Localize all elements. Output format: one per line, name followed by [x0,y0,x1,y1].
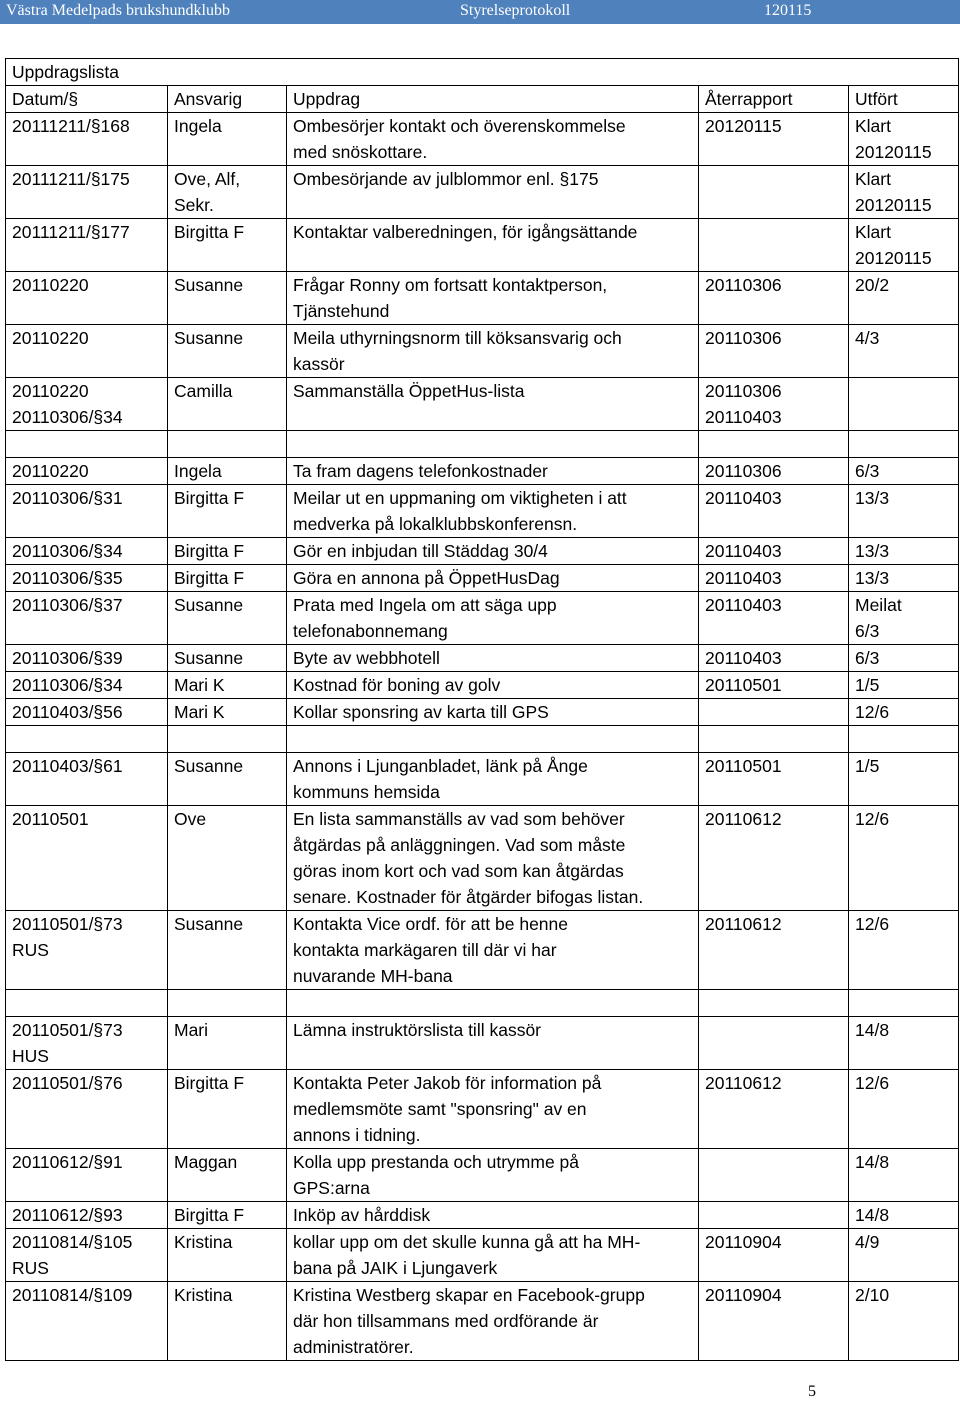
cell-responsible: Susanne [168,911,287,990]
cell-date: 20110501 [6,806,168,911]
table-row [6,431,959,458]
table-row [6,672,959,699]
cell-responsible: Ingela [168,113,287,166]
cell-report-back: 20110403 [699,485,849,538]
cell-task: Sammanställa ÖppetHus-lista [287,378,699,431]
cell-date: 20110220 [6,325,168,378]
cell-date: 20110501/§76 [6,1070,168,1149]
cell-responsible: Birgitta F [168,1202,287,1229]
cell-responsible: Kristina [168,1282,287,1361]
cell-responsible: Birgitta F [168,1070,287,1149]
cell-task: Kontaktar valberedningen, för igångsättande [287,219,699,272]
cell-date: 20110306/§31 [6,485,168,538]
cell-task: Frågar Ronny om fortsatt kontaktperson, Tjänstehund [287,272,699,325]
cell-report-back: 20110904 [699,1282,849,1361]
cell-responsible [168,990,287,1017]
cell-date: 20110814/§109 [6,1282,168,1361]
cell-done: 1/5 [849,672,959,699]
cell-task [287,990,699,1017]
cell-task: Göra en annona på ÖppetHusDag [287,565,699,592]
cell-responsible: Susanne [168,325,287,378]
cell-date: 20111211/§175 [6,166,168,219]
cell-done: 12/6 [849,911,959,990]
cell-report-back: 20110306 [699,458,849,485]
cell-responsible: Mari [168,1017,287,1070]
cell-date [6,431,168,458]
document-header [0,0,960,24]
cell-date: 20110403/§61 [6,753,168,806]
table-row [6,219,959,272]
cell-report-back [699,990,849,1017]
table-row [6,1070,959,1149]
cell-date: 20110501/§73 HUS [6,1017,168,1070]
assignment-list [5,58,958,1361]
cell-responsible: Ove, Alf, Sekr. [168,166,287,219]
cell-responsible: Birgitta F [168,565,287,592]
cell-task: Ta fram dagens telefonkostnader [287,458,699,485]
cell-date: 20110403/§56 [6,699,168,726]
cell-report-back: 20110904 [699,1229,849,1282]
cell-task: Meila uthyrningsnorm till köksansvarig och kassör [287,325,699,378]
cell-task: Byte av webbhotell [287,645,699,672]
cell-done [849,431,959,458]
cell-date [6,726,168,753]
cell-responsible: Susanne [168,645,287,672]
cell-responsible: Birgitta F [168,485,287,538]
cell-responsible: Ingela [168,458,287,485]
cell-date: 20110306/§37 [6,592,168,645]
table-row [6,538,959,565]
cell-date: 20110306/§34 [6,672,168,699]
cell-date [6,990,168,1017]
cell-done: 12/6 [849,1070,959,1149]
cell-done [849,990,959,1017]
cell-done: 6/3 [849,645,959,672]
table-row [6,565,959,592]
table-row [6,272,959,325]
cell-report-back [699,1149,849,1202]
table-row [6,458,959,485]
cell-task: Kolla upp prestanda och utrymme på GPS:arna [287,1149,699,1202]
cell-date: 20110814/§105 RUS [6,1229,168,1282]
table-row [6,1017,959,1070]
cell-done: Klart 20120115 [849,113,959,166]
cell-report-back [699,699,849,726]
cell-report-back: 20110612 [699,1070,849,1149]
cell-task: Kontakta Peter Jakob för information på medlemsmöte samt "sponsring" av en annons i tidning. [287,1070,699,1149]
cell-task: Kollar sponsring av karta till GPS [287,699,699,726]
table-title-row [6,59,959,86]
cell-date: 20110306/§34 [6,538,168,565]
cell-done [849,726,959,753]
table-row [6,485,959,538]
cell-date: 20110612/§93 [6,1202,168,1229]
cell-responsible [168,431,287,458]
cell-task [287,726,699,753]
cell-done: Klart 20120115 [849,219,959,272]
cell-responsible: Mari K [168,672,287,699]
cell-done: 14/8 [849,1202,959,1229]
column-header-done: Utfört [849,86,959,113]
cell-done: Meilat 6/3 [849,592,959,645]
cell-task: Gör en inbjudan till Städdag 30/4 [287,538,699,565]
cell-responsible: Susanne [168,272,287,325]
cell-date: 20111211/§177 [6,219,168,272]
cell-responsible: Camilla [168,378,287,431]
cell-report-back: 20110403 [699,538,849,565]
cell-done: 20/2 [849,272,959,325]
cell-responsible [168,726,287,753]
table-row [6,645,959,672]
cell-responsible: Susanne [168,592,287,645]
column-header-report-back: Återrapport [699,86,849,113]
cell-responsible: Kristina [168,1229,287,1282]
cell-task: kollar upp om det skulle kunna gå att ha MH- bana på JAIK i Ljungaverk [287,1229,699,1282]
cell-report-back: 20110403 [699,565,849,592]
cell-report-back: 20110306 [699,325,849,378]
cell-done: 14/8 [849,1017,959,1070]
cell-task: Meilar ut en uppmaning om viktigheten i att medverka på lokalklubbskonferensn. [287,485,699,538]
cell-done: 13/3 [849,485,959,538]
cell-report-back [699,166,849,219]
cell-task: Ombesörjande av julblommor enl. §175 [287,166,699,219]
cell-date: 20110612/§91 [6,1149,168,1202]
table-title: Uppdragslista [6,59,959,86]
table-row [6,726,959,753]
table-row [6,378,959,431]
cell-report-back: 20110501 [699,753,849,806]
cell-report-back: 20110306 20110403 [699,378,849,431]
cell-report-back [699,1017,849,1070]
cell-date: 20110306/§35 [6,565,168,592]
table-row [6,1282,959,1361]
table-row [6,325,959,378]
cell-task: Kostnad för boning av golv [287,672,699,699]
column-header-responsible: Ansvarig [168,86,287,113]
cell-report-back [699,431,849,458]
table-row [6,1149,959,1202]
cell-task [287,431,699,458]
cell-report-back [699,1202,849,1229]
cell-responsible: Mari K [168,699,287,726]
table-row [6,753,959,806]
cell-done: 6/3 [849,458,959,485]
table-row [6,699,959,726]
cell-responsible: Susanne [168,753,287,806]
cell-done: 1/5 [849,753,959,806]
cell-task: Ombesörjer kontakt och överenskommelse med snöskottare. [287,113,699,166]
cell-date: 20110220 [6,458,168,485]
cell-responsible: Birgitta F [168,538,287,565]
cell-report-back: 20110501 [699,672,849,699]
cell-responsible: Birgitta F [168,219,287,272]
table-row [6,592,959,645]
table-row [6,1202,959,1229]
table-row [6,166,959,219]
cell-report-back: 20110403 [699,592,849,645]
cell-report-back: 20110306 [699,272,849,325]
table-row [6,911,959,990]
cell-task: Inköp av hårddisk [287,1202,699,1229]
cell-done [849,378,959,431]
cell-task: Lämna instruktörslista till kassör [287,1017,699,1070]
cell-date: 20110220 [6,272,168,325]
column-header-task: Uppdrag [287,86,699,113]
cell-responsible: Ove [168,806,287,911]
cell-task: Kristina Westberg skapar en Facebook-grupp där hon tillsammans med ordförande är administratörer. [287,1282,699,1361]
cell-done: 13/3 [849,565,959,592]
page-number: 5 [808,1383,816,1400]
table-row [6,806,959,911]
cell-report-back: 20110612 [699,911,849,990]
cell-done: 12/6 [849,806,959,911]
cell-task: Annons i Ljunganbladet, länk på Ånge kommuns hemsida [287,753,699,806]
cell-date: 20110220 20110306/§34 [6,378,168,431]
table-row [6,990,959,1017]
cell-task: En lista sammanställs av vad som behöver åtgärdas på anläggningen. Vad som måste göras inom kort och vad som kan åtgärdas senare. Kostnader för åtgärder bifogas listan. [287,806,699,911]
cell-report-back [699,726,849,753]
cell-task: Prata med Ingela om att säga upp telefonabonnemang [287,592,699,645]
cell-done: Klart 20120115 [849,166,959,219]
header-document-type: Styrelseprotokoll [460,2,571,19]
assignment-table [5,58,959,1361]
cell-date: 20110501/§73 RUS [6,911,168,990]
table-header-row [6,86,959,113]
cell-report-back: 20110612 [699,806,849,911]
cell-date: 20111211/§168 [6,113,168,166]
header-date: 120115 [764,2,812,19]
cell-report-back [699,219,849,272]
column-header-date: Datum/§ [6,86,168,113]
cell-responsible: Maggan [168,1149,287,1202]
cell-done: 12/6 [849,699,959,726]
cell-report-back: 20120115 [699,113,849,166]
cell-done: 4/3 [849,325,959,378]
cell-task: Kontakta Vice ordf. för att be henne kontakta markägaren till där vi har nuvarande MH-bana [287,911,699,990]
cell-done: 13/3 [849,538,959,565]
table-row [6,113,959,166]
table-row [6,1229,959,1282]
cell-done: 14/8 [849,1149,959,1202]
header-organization: Västra Medelpads brukshundklubb [6,2,230,19]
cell-report-back: 20110403 [699,645,849,672]
cell-done: 4/9 [849,1229,959,1282]
cell-done: 2/10 [849,1282,959,1361]
cell-date: 20110306/§39 [6,645,168,672]
